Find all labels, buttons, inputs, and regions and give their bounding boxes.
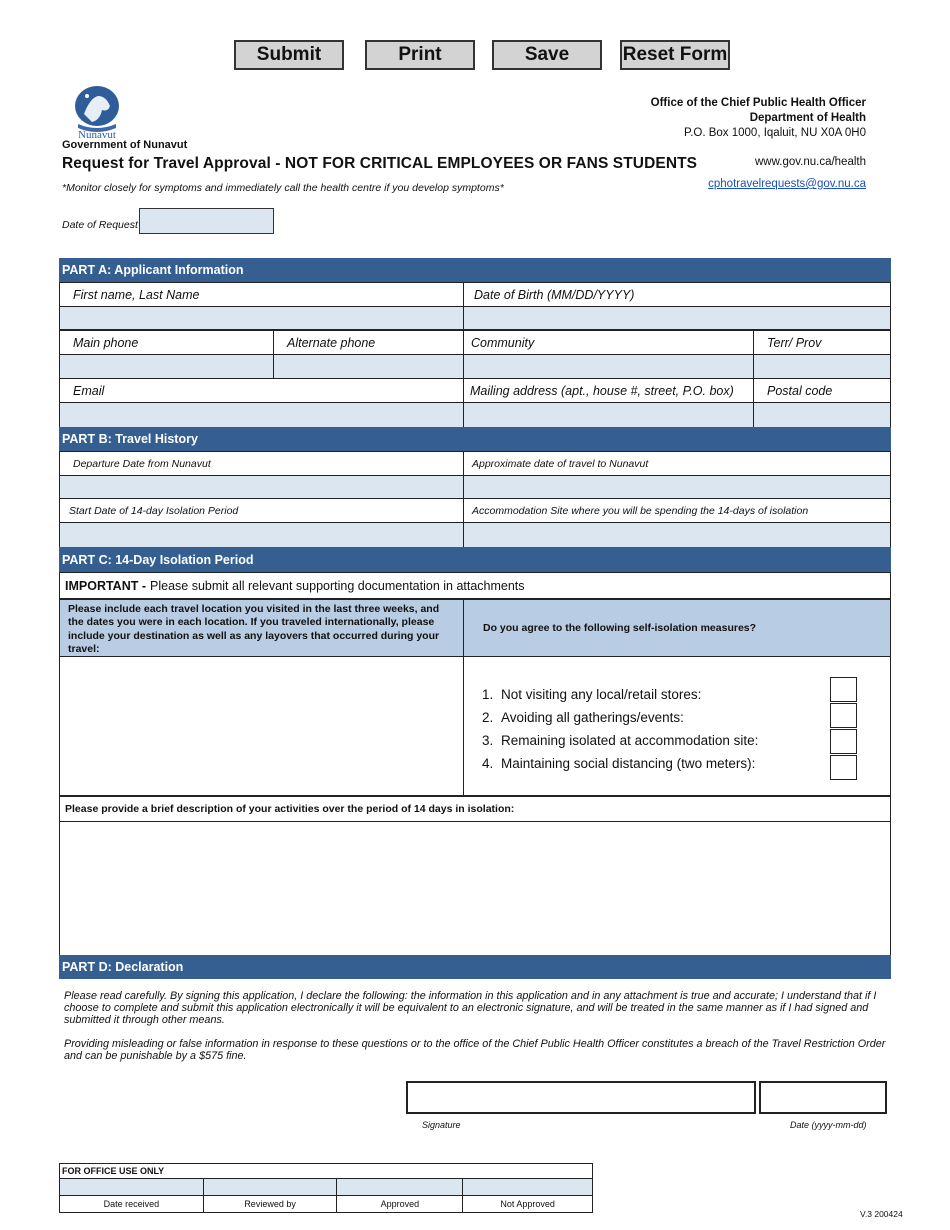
print-button[interactable]: Print: [365, 40, 475, 70]
important-note: [59, 572, 891, 599]
not-approved-input[interactable]: [463, 1179, 593, 1196]
name-label: First name, Last Name: [59, 282, 464, 307]
travel-locations-input[interactable]: [59, 656, 464, 796]
part-d-header: PART D: Declaration: [59, 955, 891, 979]
contact-email-link[interactable]: cphotravelrequests@gov.nu.ca: [708, 178, 866, 190]
terr-prov-input[interactable]: [753, 354, 891, 379]
office-address: [651, 96, 866, 141]
part-b-header: PART B: Travel History: [59, 427, 891, 451]
mailing-address-label: Mailing address (apt., house #, street, P.O. box): [463, 378, 754, 403]
accommodation-site-input[interactable]: [463, 522, 891, 548]
logo-wordmark: Nunavut: [78, 129, 116, 140]
postal-address: P.O. Box 1000, Iqaluit, NU X0A 0H0: [684, 127, 866, 139]
not-approved-label: Not Approved: [463, 1196, 593, 1213]
terr-prov-label: Terr/ Prov: [753, 330, 891, 355]
measure-item: 1. Not visiting any local/retail stores:: [482, 687, 702, 702]
measure-item: 4. Maintaining social distancing (two meters):: [482, 756, 756, 771]
mailing-address-input[interactable]: [463, 402, 754, 428]
declaration-paragraph: Please read carefully. By signing this application, I declare the following: the information in this application and in any attachment is true and accurate; I understand that if I choose to complete and submit this application electronically it will be equivalent to an electronic signature, and will be treated in the same manner as if I had signed and submitted it through other means.: [64, 990, 877, 1026]
signature-label: Signature: [422, 1120, 461, 1130]
postal-code-input[interactable]: [753, 402, 891, 428]
signature-input[interactable]: [406, 1081, 756, 1114]
save-button[interactable]: Save: [492, 40, 602, 70]
measure-4-checkbox[interactable]: [830, 755, 857, 780]
activities-label: Please provide a brief description of your activities over the period of 14 days in isolation:: [59, 796, 891, 822]
signature-date-label: Date (yyyy-mm-dd): [790, 1120, 867, 1130]
approx-travel-date-label: Approximate date of travel to Nunavut: [463, 451, 891, 476]
measure-item: 2. Avoiding all gatherings/events:: [482, 710, 684, 725]
email-input[interactable]: [59, 402, 464, 428]
dob-input[interactable]: [463, 306, 891, 330]
isolation-start-input[interactable]: [59, 522, 464, 548]
office-name: Office of the Chief Public Health Officer: [650, 97, 866, 109]
alternate-phone-input[interactable]: [273, 354, 464, 379]
version-label: V.3 200424: [860, 1209, 903, 1219]
nunavut-logo: [72, 84, 122, 140]
important-text: Please submit all relevant supporting documentation in attachments: [150, 578, 525, 593]
important-prefix: IMPORTANT -: [65, 578, 147, 593]
community-input[interactable]: [463, 354, 754, 379]
measure-1-checkbox[interactable]: [830, 677, 857, 702]
postal-code-label: Postal code: [753, 378, 891, 403]
date-of-request-label: Date of Request: [62, 219, 138, 231]
accommodation-site-label: Accommodation Site where you will be spending the 14-days of isolation: [463, 498, 891, 523]
approved-label: Approved: [337, 1196, 463, 1213]
self-isolation-question: Do you agree to the following self-isolation measures?: [463, 599, 891, 657]
dob-label: Date of Birth (MM/DD/YYYY): [463, 282, 891, 307]
departure-date-label: Departure Date from Nunavut: [59, 451, 464, 476]
measures-list: [482, 683, 758, 775]
office-use-title: FOR OFFICE USE ONLY: [60, 1164, 593, 1179]
department-name: Department of Health: [749, 112, 866, 124]
date-of-request-input[interactable]: [139, 208, 274, 234]
email-label: Email: [59, 378, 464, 403]
name-input[interactable]: [59, 306, 464, 330]
measure-3-checkbox[interactable]: [830, 729, 857, 754]
monitor-note: *Monitor closely for symptoms and immediately call the health centre if you develop symptoms*: [62, 182, 504, 194]
approved-input[interactable]: [337, 1179, 463, 1196]
main-phone-input[interactable]: [59, 354, 274, 379]
date-received-input[interactable]: [60, 1179, 204, 1196]
reviewed-by-input[interactable]: [203, 1179, 337, 1196]
travel-locations-question: Please include each travel location you visited in the last three weeks, and the dates you were in each location. If you traveled internationally, please include your destination as well as any layovers that occurred during your travel:: [59, 599, 464, 657]
signature-date-input[interactable]: [759, 1081, 887, 1114]
page-title: Request for Travel Approval - NOT FOR CRITICAL EMPLOYEES OR FANS STUDENTS: [62, 155, 698, 172]
part-c-header: PART C: 14-Day Isolation Period: [59, 547, 891, 572]
reset-form-button[interactable]: Reset Form: [620, 40, 730, 70]
main-phone-label: Main phone: [59, 330, 274, 355]
date-received-label: Date received: [60, 1196, 204, 1213]
submit-button[interactable]: Submit: [234, 40, 344, 70]
office-use-table: [59, 1163, 593, 1213]
measure-item: 3. Remaining isolated at accommodation site:: [482, 733, 759, 748]
penalty-paragraph: Providing misleading or false information in response to these questions or to the office of the Chief Public Health Officer constitutes a breach of the Travel Restriction Order and can be punishable by a $575 fine.: [64, 1038, 886, 1062]
departure-date-input[interactable]: [59, 475, 464, 499]
website-text: www.gov.nu.ca/health: [754, 156, 866, 168]
reviewed-by-label: Reviewed by: [203, 1196, 337, 1213]
activities-input[interactable]: [59, 821, 891, 956]
alternate-phone-label: Alternate phone: [273, 330, 464, 355]
community-label: Community: [463, 330, 754, 355]
measure-2-checkbox[interactable]: [830, 703, 857, 728]
government-name: Government of Nunavut: [62, 139, 188, 151]
approx-travel-date-input[interactable]: [463, 475, 891, 499]
part-a-header: PART A: Applicant Information: [59, 258, 891, 282]
isolation-start-label: Start Date of 14-day Isolation Period: [59, 498, 464, 523]
